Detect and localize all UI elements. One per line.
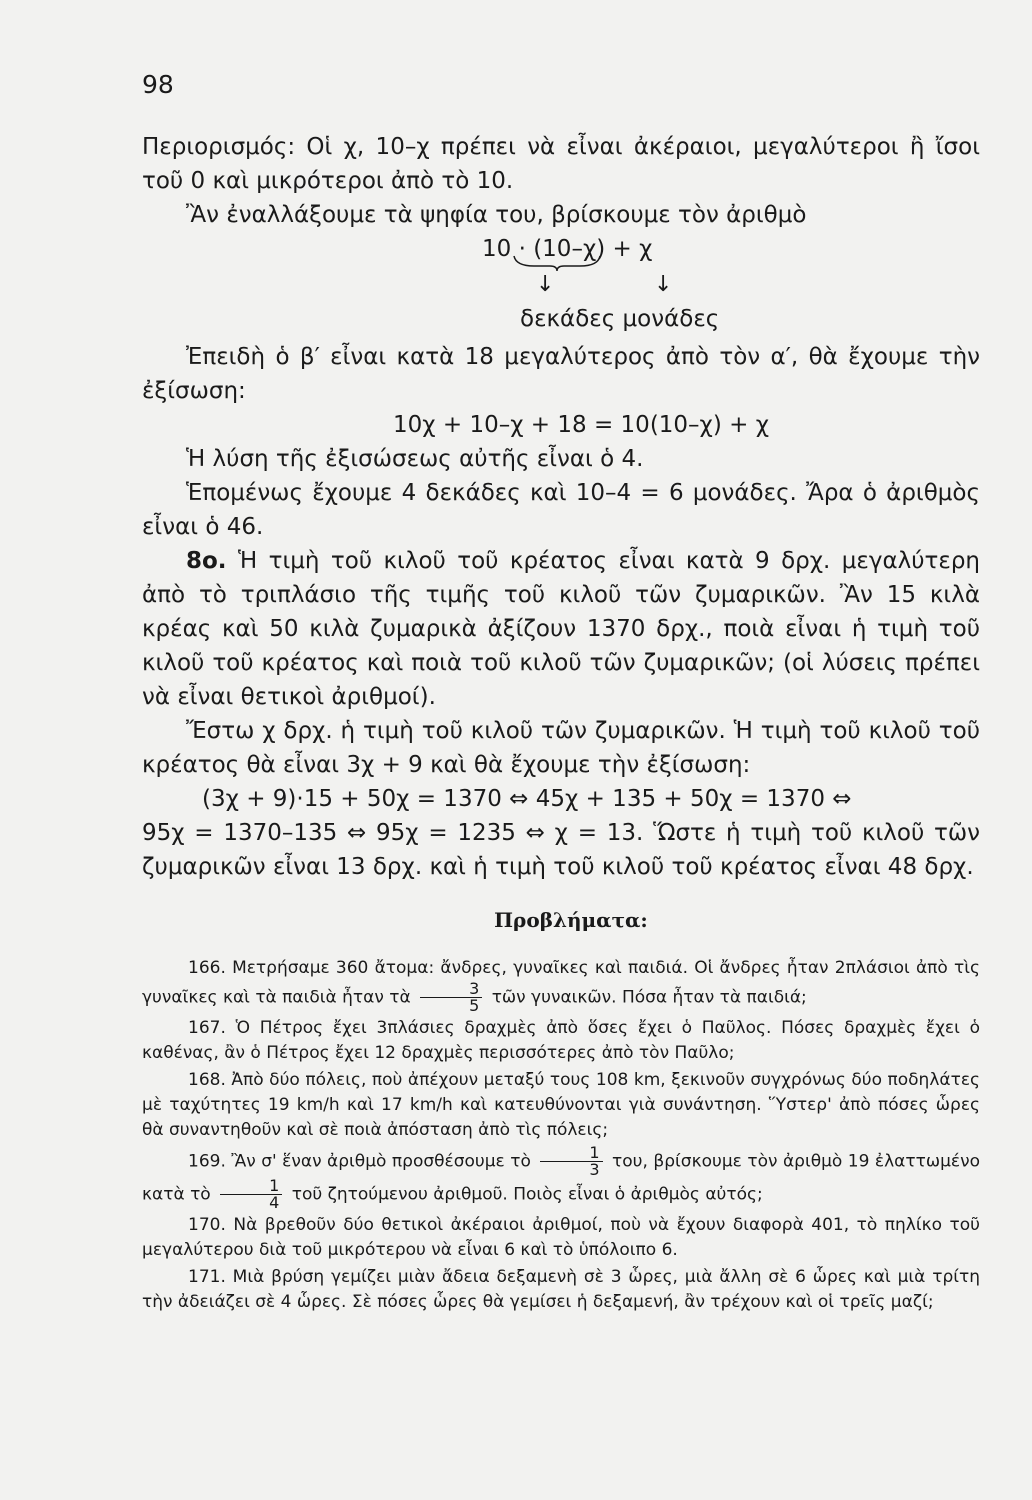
swapped-number-expression: 10 · (10–χ) + χ: [482, 236, 653, 262]
fraction-denominator: 3: [589, 1160, 600, 1179]
problems-list: [142, 956, 980, 1317]
problem-text: 166. Μετρήσαμε 360 ἄτομα: ἄνδρες, γυναῖκες καὶ παιδιά. Οἱ ἄνδρες ἦταν 2πλάσιοι ἀπὸ τὶς γυναῖκες καὶ τὰ παιδιὰ ἦταν τὰ: [142, 958, 980, 1008]
fraction-numerator: 1: [220, 1178, 282, 1195]
fraction: [420, 981, 482, 1014]
equation-1: 10χ + 10–χ + 18 = 10(10–χ) + χ: [393, 412, 769, 438]
problem-169: [142, 1145, 980, 1211]
example-number: 8ο.: [186, 548, 227, 574]
fraction: [540, 1145, 602, 1178]
underbrace-icon: [512, 254, 602, 272]
example-8-solution: Ἔστω χ δρχ. ἡ τιμὴ τοῦ κιλοῦ τῶν ζυμαρικῶν. Ἡ τιμὴ τοῦ κιλοῦ τοῦ κρέατος θὰ εἶναι 3χ + 9 καὶ θὰ ἔχουμε τὴν ἐξίσωση:: [142, 718, 980, 778]
main-text: [142, 130, 980, 884]
solution-paragraph: Ἡ λύση τῆς ἐξισώσεως αὐτῆς εἶναι ὁ 4.: [186, 446, 644, 472]
problem-166: [142, 956, 980, 1014]
down-arrow-icon: ↓: [536, 272, 555, 297]
problem-167: 167. Ὁ Πέτρος ἔχει 3πλάσιες δραχμὲς ἀπὸ ὅσες ἔχει ὁ Παῦλος. Πόσες δραχμὲς ἔχει ὁ καθένας, ἂν ὁ Πέτρος ἔχει 12 δραχμὲς περισσότερες ἀπὸ τὸν Παῦλο;: [142, 1018, 980, 1063]
swapped-number-formula: [142, 232, 980, 340]
problem-170: 170. Νὰ βρεθοῦν δύο θετικοὶ ἀκέραιοι ἀριθμοί, ποὺ νὰ ἔχουν διαφορὰ 401, τὸ πηλίκο τοῦ μεγαλύτερου διὰ τοῦ μικρότερου νὰ εἶναι 6 καὶ τὸ ὑπόλοιπο 6.: [142, 1215, 980, 1260]
example-8-equation-1: (3χ + 9)·15 + 50χ = 1370 ⇔ 45χ + 135 + 50χ = 1370 ⇔: [202, 786, 852, 812]
fraction: [220, 1178, 282, 1211]
fraction-denominator: 5: [469, 996, 480, 1015]
fraction-denominator: 4: [269, 1193, 280, 1212]
problem-text: 169. Ἂν σ' ἕναν ἀριθμὸ προσθέσουμε τὸ: [188, 1151, 531, 1172]
problems-heading: Προβλήματα:: [494, 908, 648, 932]
tens-units-labels: δεκάδες μονάδες: [520, 306, 720, 332]
example-8-paragraph: [142, 544, 980, 714]
swap-digits-paragraph: Ἂν ἐναλλάξουμε τὰ ψηφία του, βρίσκουμε τὸν ἀριθμὸ: [186, 202, 807, 228]
page-number: 98: [142, 70, 174, 99]
problem-text: τοῦ ζητούμενου ἀριθμοῦ. Ποιὸς εἶναι ὁ ἀριθμὸς αὐτός;: [291, 1184, 763, 1205]
example-8-equation-2: 95χ = 1370–135 ⇔ 95χ = 1235 ⇔ χ = 13. Ὥστε ἡ τιμὴ τοῦ κιλοῦ τῶν ζυμαρικῶν εἶναι 13 δρχ. καὶ ἡ τιμὴ τοῦ κιλοῦ τοῦ κρέατος εἶναι 48 δρχ.: [142, 820, 980, 880]
example-8-text: Ἡ τιμὴ τοῦ κιλοῦ τοῦ κρέατος εἶναι κατὰ 9 δρχ. μεγαλύτερη ἀπὸ τὸ τριπλάσιο τῆς τιμῆς τοῦ κιλοῦ τῶν ζυμαρικῶν. Ἂν 15 κιλὰ κρέας καὶ 50 κιλὰ ζυμαρικὰ ἀξίζουν 1370 δρχ., ποιὰ εἶναι ἡ τιμὴ τοῦ κιλοῦ τοῦ κρέατος καὶ ποιὰ τοῦ κιλοῦ τῶν ζυμαρικῶν; (οἱ λύσεις πρέπει νὰ εἶναι θετικοὶ ἀριθμοί).: [142, 548, 980, 710]
equation-intro-paragraph: Ἐπειδὴ ὁ β′ εἶναι κατὰ 18 μεγαλύτερος ἀπὸ τὸν α′, θὰ ἔχουμε τὴν ἐξίσωση:: [142, 344, 980, 404]
fraction-numerator: 3: [420, 981, 482, 998]
restriction-paragraph: Περιορισμός: Οἱ χ, 10–χ πρέπει νὰ εἶναι ἀκέραιοι, μεγαλύτεροι ἢ ἴσοι τοῦ 0 καὶ μικρότεροι ἀπὸ τὸ 10.: [142, 134, 980, 194]
problem-text: τῶν γυναικῶν. Πόσα ἦταν τὰ παιδιά;: [491, 987, 807, 1008]
down-arrow-icon: ↓: [654, 272, 673, 297]
problem-text: του, βρίσκουμε τὸν ἀριθμὸ 19 ἐλαττωμένο κατὰ τὸ: [142, 1151, 980, 1205]
conclusion-paragraph: Ἑπομένως ἔχουμε 4 δεκάδες καὶ 10–4 = 6 μονάδες. Ἄρα ὁ ἀριθμὸς εἶναι ὁ 46.: [142, 480, 980, 540]
problem-171: 171. Μιὰ βρύση γεμίζει μιὰν ἄδεια δεξαμενὴ σὲ 3 ὧρες, μιὰ ἄλλη σὲ 6 ὧρες καὶ μιὰ τρίτη τὴν ἀδειάζει σὲ 4 ὧρες. Σὲ πόσες ὧρες θὰ γεμίσει ἡ δεξαμενή, ἂν τρέχουν καὶ οἱ τρεῖς μαζί;: [142, 1267, 980, 1312]
problem-168: 168. Ἀπὸ δύο πόλεις, ποὺ ἀπέχουν μεταξύ τους 108 km, ξεκινοῦν συγχρόνως δύο ποδηλάτες μὲ ταχύτητες 19 km/h καὶ 17 km/h καὶ κατευθύνονται γιὰ συνάντηση. Ὕστερ' ἀπὸ πόσες ὧρες θὰ συναντηθοῦν καὶ σὲ ποιὰ ἀπόσταση ἀπὸ τὶς πόλεις;: [142, 1070, 980, 1140]
fraction-numerator: 1: [540, 1145, 602, 1162]
